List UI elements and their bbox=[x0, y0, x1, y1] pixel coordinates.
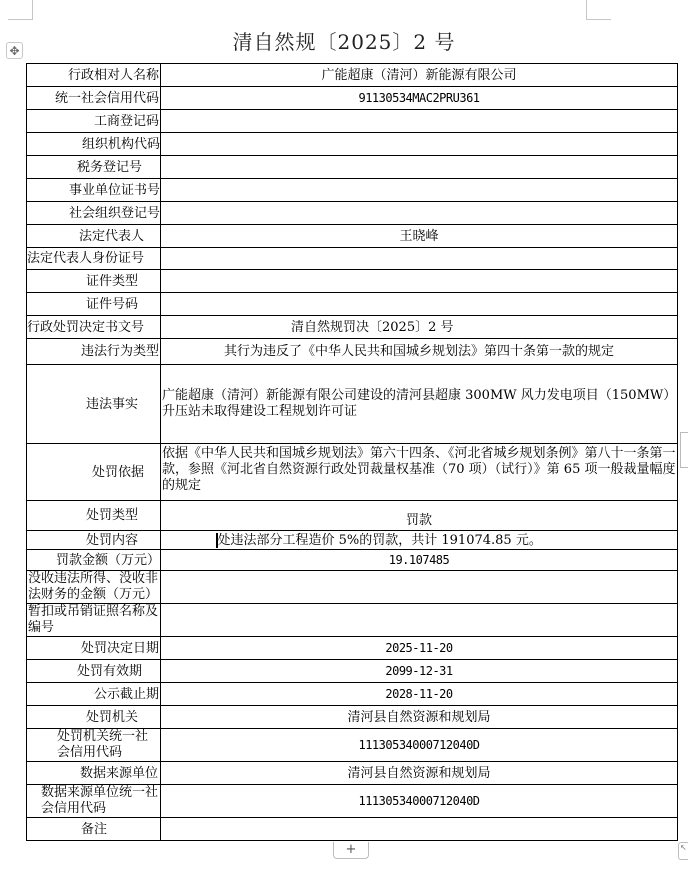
row-label: 行政处罚决定书文号 bbox=[27, 316, 161, 339]
row-label: 处罚依据 bbox=[27, 444, 161, 501]
row-label: 违法事实 bbox=[27, 365, 161, 444]
row-label: 违法行为类型 bbox=[27, 339, 161, 365]
table-row bbox=[27, 571, 678, 604]
table-row bbox=[27, 316, 678, 339]
page-corner-mark-top-right bbox=[586, 0, 611, 20]
row-value[interactable]: 11130534000712040D bbox=[161, 729, 678, 762]
row-label: 证件类型 bbox=[27, 270, 161, 293]
row-label: 工商登记码 bbox=[27, 110, 161, 133]
table-row bbox=[27, 444, 678, 501]
table-row bbox=[27, 660, 678, 683]
row-label: 证件号码 bbox=[27, 293, 161, 316]
row-label: 法定代表人 bbox=[27, 225, 161, 248]
row-value[interactable]: 11130534000712040D bbox=[161, 785, 678, 818]
table-row bbox=[27, 501, 678, 531]
row-label: 公示截止期 bbox=[27, 683, 161, 706]
table-row bbox=[27, 110, 678, 133]
row-label: 处罚机关统一社会信用代码 bbox=[27, 729, 161, 762]
row-value[interactable] bbox=[161, 571, 678, 604]
row-value[interactable]: 2028-11-20 bbox=[161, 683, 678, 706]
table-resize-handle[interactable] bbox=[678, 842, 688, 860]
row-value[interactable] bbox=[161, 133, 678, 156]
row-value[interactable]: 依据《中华人民共和国城乡规划法》第六十四条、《河北省城乡规划条例》第八十一条第一款，参照《河北省自然资源行政处罚裁量权基准（70 项）（试行）》第 65 项一般裁量幅度的规定 bbox=[161, 444, 678, 501]
table-row bbox=[27, 706, 678, 729]
row-label: 社会组织登记号 bbox=[27, 202, 161, 225]
row-value[interactable]: 王晓峰 bbox=[161, 225, 678, 248]
row-value[interactable]: 2099-12-31 bbox=[161, 660, 678, 683]
row-value[interactable]: 广能超康（清河）新能源有限公司 bbox=[161, 64, 678, 87]
row-value[interactable] bbox=[161, 604, 678, 637]
table-row bbox=[27, 156, 678, 179]
table-row bbox=[27, 683, 678, 706]
row-value[interactable]: 清自然规罚决〔2025〕2 号 bbox=[161, 316, 678, 339]
table-row bbox=[27, 365, 678, 444]
table-row bbox=[27, 785, 678, 818]
table-row bbox=[27, 248, 678, 270]
table-row bbox=[27, 604, 678, 637]
row-value[interactable] bbox=[161, 270, 678, 293]
move-icon: ✥ bbox=[9, 43, 20, 58]
row-value[interactable]: 19.107485 bbox=[161, 550, 678, 571]
row-value[interactable] bbox=[161, 110, 678, 133]
table-row bbox=[27, 64, 678, 87]
row-value[interactable] bbox=[161, 202, 678, 225]
row-value-text: 处违法部分工程造价 5%的罚款，共计 191074.85 元。 bbox=[217, 532, 542, 548]
table-row bbox=[27, 270, 678, 293]
row-value[interactable]: 2025-11-20 bbox=[161, 637, 678, 660]
table-row bbox=[27, 87, 678, 110]
table-row bbox=[27, 293, 678, 316]
row-label: 备注 bbox=[27, 818, 161, 841]
row-value[interactable]: 91130534MAC2PRU361 bbox=[161, 87, 678, 110]
row-label: 组织机构代码 bbox=[27, 133, 161, 156]
row-label: 处罚有效期 bbox=[27, 660, 161, 683]
row-label: 数据来源单位统一社会信用代码 bbox=[27, 785, 161, 818]
table-row bbox=[27, 550, 678, 571]
table-row bbox=[27, 531, 678, 550]
row-value[interactable]: 清河县自然资源和规划局 bbox=[161, 762, 678, 785]
row-label: 事业单位证书号 bbox=[27, 179, 161, 202]
row-label: 法定代表人身份证号 bbox=[27, 248, 161, 270]
plus-icon: + bbox=[345, 842, 357, 857]
add-row-button[interactable] bbox=[333, 842, 369, 859]
document-title: 清自然规〔2025〕2 号 bbox=[232, 30, 456, 54]
row-value[interactable]: 罚款 bbox=[161, 501, 678, 531]
row-insert-marker[interactable] bbox=[680, 432, 688, 468]
row-label: 处罚决定日期 bbox=[27, 637, 161, 660]
row-label: 行政相对人名称 bbox=[27, 64, 161, 87]
row-value[interactable] bbox=[161, 156, 678, 179]
row-label: 暂扣或吊销证照名称及编号 bbox=[27, 604, 161, 637]
row-label: 统一社会信用代码 bbox=[27, 87, 161, 110]
table-row bbox=[27, 179, 678, 202]
table-row bbox=[27, 637, 678, 660]
row-label: 数据来源单位 bbox=[27, 762, 161, 785]
row-label: 处罚内容 bbox=[27, 531, 161, 550]
penalty-info-table bbox=[26, 63, 678, 841]
row-value[interactable] bbox=[161, 248, 678, 270]
row-label: 处罚类型 bbox=[27, 501, 161, 531]
row-value[interactable] bbox=[161, 531, 678, 550]
table-row bbox=[27, 339, 678, 365]
row-value[interactable]: 清河县自然资源和规划局 bbox=[161, 706, 678, 729]
row-value[interactable] bbox=[161, 293, 678, 316]
row-value[interactable]: 广能超康（清河）新能源有限公司建设的清河县超康 300MW 风力发电项目（150MW）升压站未取得建设工程规划许可证 bbox=[161, 365, 678, 444]
table-move-handle[interactable] bbox=[6, 42, 23, 59]
row-value[interactable] bbox=[161, 818, 678, 841]
row-value[interactable] bbox=[161, 179, 678, 202]
row-label: 税务登记号 bbox=[27, 156, 161, 179]
table-row bbox=[27, 225, 678, 248]
table-row bbox=[27, 762, 678, 785]
row-label: 没收违法所得、没收非法财务的金额（万元） bbox=[27, 571, 161, 604]
resize-arrow-icon: ↖ bbox=[680, 843, 687, 852]
table-row bbox=[27, 202, 678, 225]
row-label: 罚款金额（万元） bbox=[27, 550, 161, 571]
page-corner-mark-top-left bbox=[8, 0, 33, 20]
row-value[interactable]: 其行为违反了《中华人民共和国城乡规划法》第四十条第一款的规定 bbox=[161, 339, 678, 365]
row-label: 处罚机关 bbox=[27, 706, 161, 729]
table-row bbox=[27, 133, 678, 156]
table-row bbox=[27, 729, 678, 762]
table-row bbox=[27, 818, 678, 841]
